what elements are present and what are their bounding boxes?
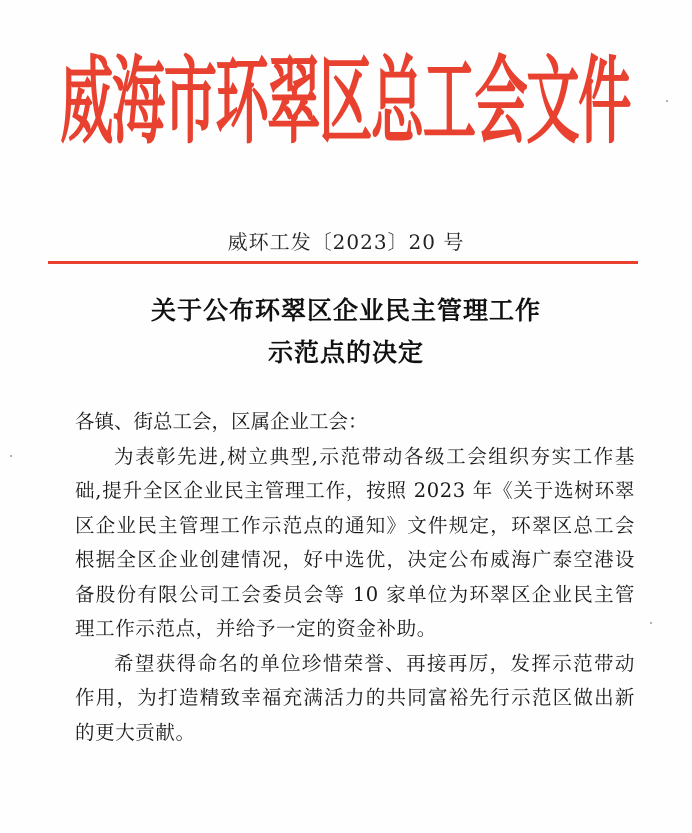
masthead [40, 42, 650, 160]
red-divider [48, 261, 638, 264]
document-title [0, 290, 692, 374]
scan-speck [10, 455, 12, 457]
body-paragraph-2: 希望获得命名的单位珍惜荣誉、再接再厉，发挥示范带动作用，为打造精致幸福充满活力的共同富裕先行示范区做出新的更大贡献。 [75, 651, 635, 744]
masthead-title: 威海市环翠区总工会文件 [60, 44, 630, 157]
scan-speck [666, 100, 668, 102]
scan-speck [650, 622, 652, 624]
salutation: 各镇、街总工会，区属企业工会： [75, 410, 368, 433]
title-line-1: 关于公布环翠区企业民主管理工作 [150, 296, 541, 325]
title-line-2: 示范点的决定 [267, 338, 424, 367]
document-number: 威环工发〔2023〕20 号 [227, 230, 465, 254]
body-paragraph-1: 为表彰先进,树立典型,示范带动各级工会组织夯实工作基础,提升全区企业民主管理工作，按照 2023 年《关于选树环翠区企业民主管理工作示范点的通知》文件规定，环翠区总工会根据全区企业创建情况，好中选优，决定公布威海广泰空港设备股份有限公司工会委员会等 10 家单位为环翠区企业民主管理工作示范点，并给予一定的资金补助。 [75, 444, 635, 640]
document-body [75, 405, 635, 750]
